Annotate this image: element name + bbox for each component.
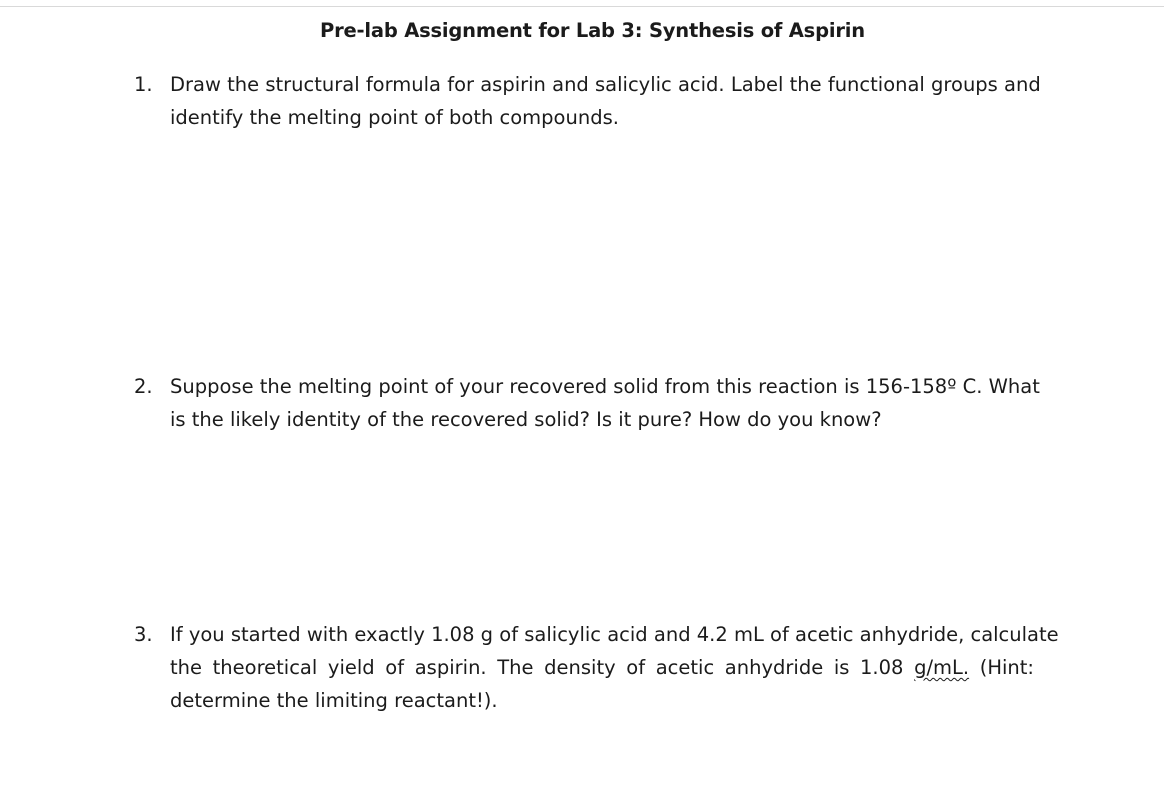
question-text [170,618,1059,717]
document-title: Pre-lab Assignment for Lab 3: Synthesis of Aspirin [320,19,865,42]
page-top-border [0,6,1164,7]
question-line: is the likely identity of the recovered solid? Is it pure? How do you know? [170,408,882,431]
question-1 [134,68,1041,134]
question-line: determine the limiting reactant!). [170,689,498,712]
question-text [170,370,1040,436]
question-line: Draw the structural formula for aspirin and salicylic acid. Label the functional groups and [170,73,1041,96]
question-number: 1. [134,73,153,96]
text-run: the theoretical yield of aspirin. The density of acetic anhydride is 1.08 [170,656,915,679]
text-run: (Hint: [969,656,1034,679]
question-line [170,651,1034,684]
question-number: 3. [134,623,153,646]
spellcheck-flagged-word[interactable]: g/mL. [914,656,970,679]
question-3 [134,618,1059,717]
question-line: identify the melting point of both compounds. [170,106,619,129]
question-line: If you started with exactly 1.08 g of salicylic acid and 4.2 mL of acetic anhydride, calculate [170,623,1059,646]
question-text [170,68,1041,134]
question-line: Suppose the melting point of your recovered solid from this reaction is 156-158º C. What [170,375,1040,398]
question-2 [134,370,1040,436]
question-number: 2. [134,375,153,398]
